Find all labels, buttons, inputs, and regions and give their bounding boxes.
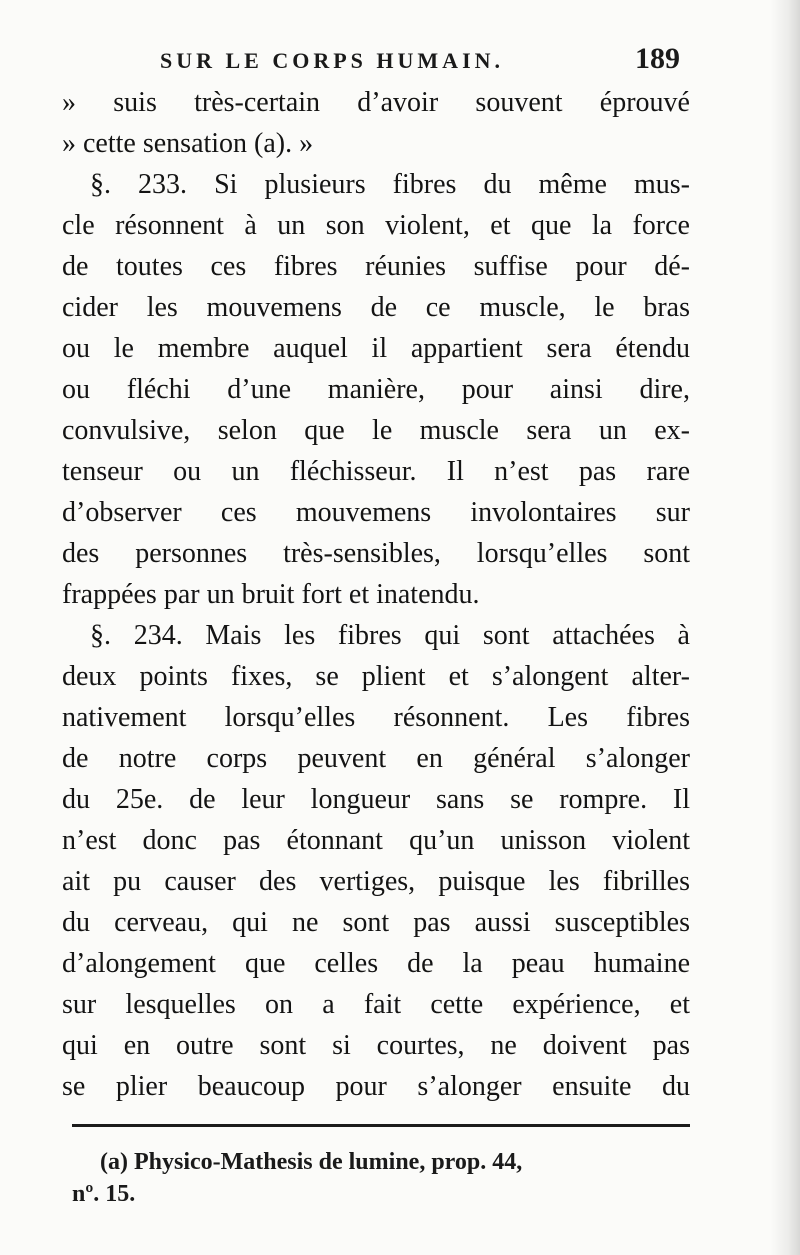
text-line: des personnes très-sensibles, lorsqu’elles sont: [62, 538, 690, 569]
text-line: du cerveau, qui ne sont pas aussi susceptibles: [62, 907, 690, 938]
text-line: d’alongement que celles de la peau humaine: [62, 948, 690, 979]
text-line: ait pu causer des vertiges, puisque les fibrilles: [62, 866, 690, 897]
text-line: frappées par un bruit fort et inatendu.: [62, 579, 480, 610]
text-line: nativement lorsqu’elles résonnent. Les fibres: [62, 702, 690, 733]
page-header: [160, 38, 720, 82]
text-line: se plier beaucoup pour s’alonger ensuite du: [62, 1071, 690, 1102]
footnote-line: nº. 15.: [72, 1181, 136, 1207]
text-line: cider les mouvemens de ce muscle, le bras: [62, 292, 690, 323]
text-line: » cette sensation (a). »: [62, 128, 314, 159]
text-line: » suis très-certain d’avoir souvent éprouvé: [62, 87, 690, 118]
running-head: SUR LE CORPS HUMAIN.: [160, 48, 505, 73]
text-line: du 25e. de leur longueur sans se rompre. Il: [62, 784, 690, 815]
text-line: tenseur ou un fléchisseur. Il n’est pas rare: [62, 456, 690, 487]
page-number: 189: [635, 42, 680, 75]
footnote-rule: [72, 1124, 690, 1127]
section-234-start: §. 234. Mais les fibres qui sont attachées à: [90, 620, 690, 651]
text-line: cle résonnent à un son violent, et que la force: [62, 210, 690, 241]
footnote-line: (a) Physico-Mathesis de lumine, prop. 44,: [100, 1149, 523, 1175]
text-line: ou fléchi d’une manière, pour ainsi dire,: [62, 374, 690, 405]
text-line: sur lesquelles on a fait cette expérience, et: [62, 989, 690, 1020]
footnote: [72, 1146, 700, 1210]
text-line: d’observer ces mouvemens involontaires sur: [62, 497, 690, 528]
text-line: qui en outre sont si courtes, ne doivent pas: [62, 1030, 690, 1061]
text-line: convulsive, selon que le muscle sera un ex-: [62, 415, 690, 446]
page-edge-shadow: [770, 0, 800, 1255]
text-line: ou le membre auquel il appartient sera étendu: [62, 333, 690, 364]
main-text: [62, 82, 690, 1107]
text-line: n’est donc pas étonnant qu’un unisson violent: [62, 825, 690, 856]
section-233-start: §. 233. Si plusieurs fibres du même mus-: [90, 169, 690, 200]
text-line: deux points fixes, se plient et s’alongent alter-: [62, 661, 690, 692]
text-line: de toutes ces fibres réunies suffise pour dé-: [62, 251, 690, 282]
text-line: de notre corps peuvent en général s’alonger: [62, 743, 690, 774]
